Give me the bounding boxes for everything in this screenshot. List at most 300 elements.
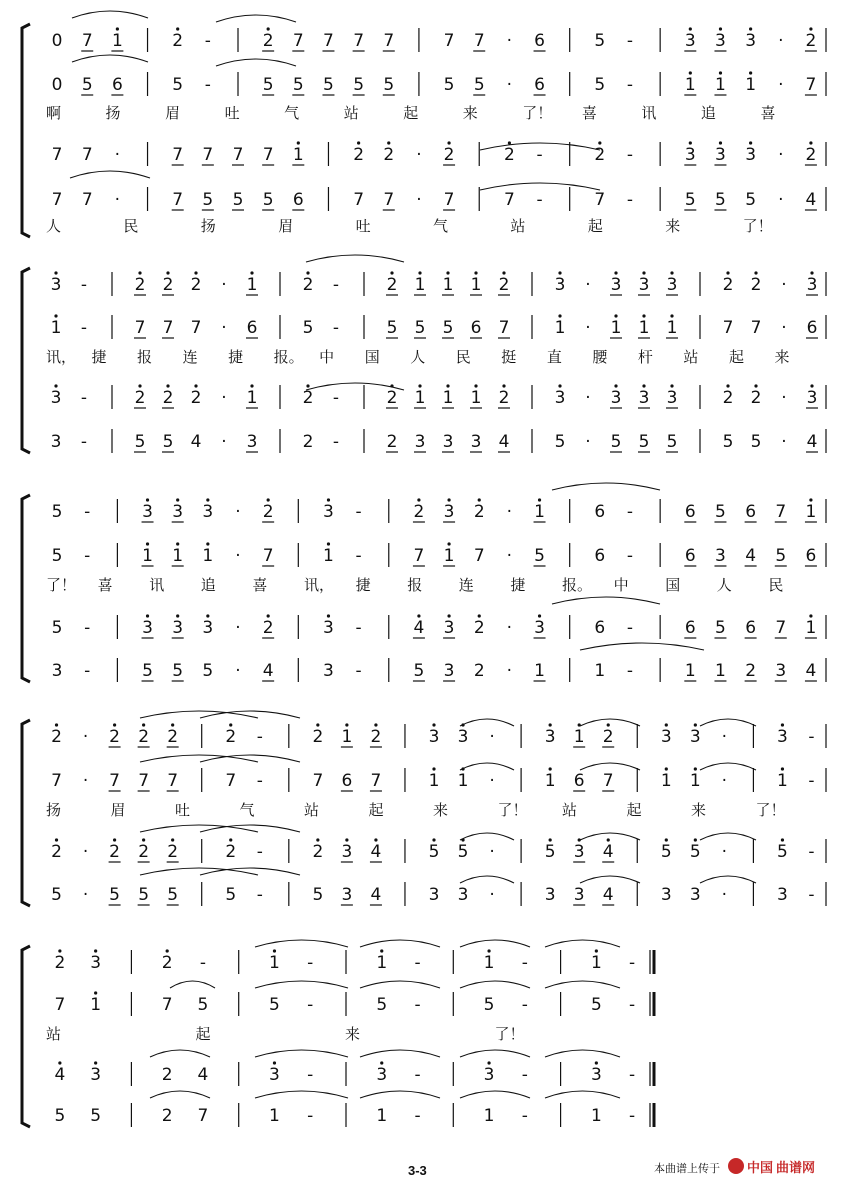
note-digit: 2 [413, 502, 425, 522]
note-digit: 0 [51, 31, 63, 51]
slur-arc [460, 876, 514, 883]
extension-dash: - [626, 502, 634, 522]
system-bracket [22, 946, 30, 1127]
octave-up-dot [94, 1061, 97, 1064]
note-digit: 1 [457, 771, 469, 791]
note-digit: 1 [292, 145, 304, 165]
note-digit: 7 [167, 771, 179, 791]
note-digit: 1 [554, 318, 566, 338]
system-bracket [22, 24, 30, 237]
note-digit: 5 [81, 75, 93, 95]
octave-up-dot [176, 27, 179, 30]
octave-up-dot [749, 27, 752, 30]
slur-arc [580, 833, 640, 840]
octave-up-dot [166, 949, 169, 952]
extension-dash: - [80, 388, 88, 408]
lyric-syllable: 喜 [760, 104, 776, 122]
octave-up-dot [694, 767, 697, 770]
octave-up-dot [642, 314, 645, 317]
augmentation-dot: · [506, 75, 513, 95]
note-digit: 7 [109, 771, 121, 791]
note-digit: 1 [470, 388, 482, 408]
note-digit: 7 [197, 1106, 209, 1126]
extension-dash: - [256, 771, 263, 791]
octave-up-dot [138, 384, 141, 387]
augmentation-dot: · [235, 618, 241, 638]
note-digit: 5 [414, 318, 426, 338]
note-digit: 5 [262, 75, 274, 95]
slur-arc [460, 1050, 530, 1057]
augmentation-dot: · [489, 727, 495, 747]
augmentation-dot: · [585, 388, 591, 408]
note-digit: 6 [806, 318, 818, 338]
note-digit: 7 [383, 31, 395, 51]
slur-arc [700, 719, 756, 726]
note-digit: 3 [457, 885, 469, 905]
lyric-syllable: 民 [768, 576, 784, 594]
lyric-syllable: 眉 [110, 801, 126, 819]
augmentation-dot: · [721, 727, 728, 747]
note-digit: 3 [777, 885, 788, 905]
lyric-syllable: 挺 [501, 348, 517, 366]
note-digit: 5 [202, 190, 214, 210]
octave-up-dot [387, 141, 390, 144]
extension-dash: - [84, 661, 91, 681]
note-digit: 6 [246, 318, 258, 338]
lyric-syllable: 喜 [252, 576, 268, 594]
note-digit: 2 [503, 145, 515, 165]
octave-up-dot [327, 614, 330, 617]
note-digit: 3 [590, 1065, 602, 1085]
octave-up-dot [250, 384, 253, 387]
note-digit: 5 [660, 842, 672, 862]
note-digit: 5 [51, 502, 63, 522]
note-digit: 2 [722, 388, 734, 408]
note-digit: 5 [745, 190, 757, 210]
note-digit: 3 [443, 618, 455, 638]
octave-up-dot [345, 838, 348, 841]
note-digit: 5 [534, 546, 545, 566]
note-digit: 5 [383, 75, 395, 95]
octave-up-dot [598, 141, 601, 144]
octave-up-dot [142, 838, 145, 841]
note-digit: 1 [50, 318, 62, 338]
slur-arc [216, 15, 296, 22]
note-digit: 3 [323, 618, 334, 638]
slur-arc [255, 1050, 348, 1057]
octave-up-dot [229, 723, 232, 726]
octave-up-dot [670, 314, 673, 317]
note-digit: 1 [323, 546, 334, 566]
note-digit: 1 [470, 275, 482, 295]
note-digit: 5 [292, 75, 304, 95]
lyric-syllable: 讯， [46, 348, 77, 366]
note-digit: 1 [269, 1106, 280, 1126]
note-digit: 3 [554, 388, 566, 408]
note-digit: 7 [443, 190, 455, 210]
note-digit: 2 [302, 432, 314, 452]
note-digit: 5 [544, 842, 556, 862]
note-digit: 5 [142, 661, 153, 681]
lyric-syllable: 民 [123, 217, 139, 235]
augmentation-dot: · [416, 145, 422, 165]
octave-up-dot [809, 27, 812, 30]
augmentation-dot: · [778, 190, 784, 210]
note-digit: 2 [162, 388, 174, 408]
note-digit: 5 [413, 661, 425, 681]
note-digit: 1 [684, 75, 696, 95]
augmentation-dot: · [781, 432, 787, 452]
note-digit: 3 [573, 885, 585, 905]
augmentation-dot: · [114, 145, 121, 165]
note-digit: 7 [443, 31, 455, 51]
octave-up-dot [595, 949, 598, 952]
note-digit: 2 [51, 727, 62, 747]
note-digit: 5 [172, 661, 184, 681]
note-digit: 4 [745, 546, 757, 566]
extension-dash: - [629, 1106, 636, 1126]
augmentation-dot: · [235, 661, 241, 681]
lyric-syllable: 站 [343, 104, 359, 122]
note-digit: 7 [162, 318, 174, 338]
note-digit: 5 [750, 432, 762, 452]
note-digit: 1 [111, 31, 123, 51]
augmentation-dot: · [778, 31, 784, 51]
extension-dash: - [414, 995, 421, 1015]
octave-up-dot [689, 71, 692, 74]
note-digit: 1 [590, 1106, 602, 1126]
extension-dash: - [332, 275, 340, 295]
note-digit: 3 [50, 432, 62, 452]
note-digit: 6 [745, 618, 757, 638]
augmentation-dot: · [82, 771, 89, 791]
system-bracket [22, 268, 30, 453]
note-digit: 5 [54, 1106, 66, 1126]
slur-arc [255, 940, 348, 947]
note-digit: 1 [715, 661, 726, 681]
slur-arc [70, 171, 150, 178]
note-digit: 7 [775, 618, 787, 638]
extension-dash: - [626, 618, 634, 638]
note-digit: 4 [190, 432, 202, 452]
note-digit: 3 [689, 885, 701, 905]
note-digit: 5 [172, 75, 184, 95]
note-digit: 2 [498, 275, 510, 295]
note-digit: 1 [442, 388, 454, 408]
extension-dash: - [626, 190, 634, 210]
note-digit: 3 [50, 388, 62, 408]
note-digit: 6 [292, 190, 304, 210]
slur-arc [72, 55, 148, 62]
extension-dash: - [256, 727, 263, 747]
note-digit: 3 [341, 885, 353, 905]
augmentation-dot: · [489, 842, 495, 862]
note-digit: 7 [594, 190, 606, 210]
octave-up-dot [781, 767, 784, 770]
slur-arc [460, 719, 514, 726]
note-digit: 2 [473, 661, 485, 681]
note-digit: 3 [202, 502, 214, 522]
octave-up-dot [665, 723, 668, 726]
note-digit: 5 [594, 75, 606, 95]
note-digit: 5 [610, 432, 622, 452]
octave-up-dot [754, 271, 757, 274]
note-digit: 7 [51, 145, 63, 165]
note-digit: 5 [232, 190, 244, 210]
extension-dash: - [355, 661, 362, 681]
note-digit: 1 [684, 661, 696, 681]
note-digit: 6 [684, 502, 696, 522]
logo-text-1: 中国 [747, 1160, 774, 1176]
extension-dash: - [355, 502, 362, 522]
lyric-syllable: 连 [458, 576, 474, 594]
lyric-syllable: 讯 [149, 576, 165, 594]
note-digit: 6 [573, 771, 585, 791]
octave-up-dot [474, 271, 477, 274]
note-digit: 2 [498, 388, 510, 408]
note-digit: 3 [376, 1065, 388, 1085]
note-digit: 6 [111, 75, 123, 95]
octave-up-dot [54, 271, 57, 274]
octave-up-dot [229, 838, 232, 841]
note-digit: 7 [498, 318, 510, 338]
note-digit: 2 [750, 388, 762, 408]
site-logo[interactable] [728, 1156, 815, 1176]
octave-up-dot [642, 384, 645, 387]
note-digit: 3 [341, 842, 353, 862]
note-digit: 3 [660, 885, 672, 905]
lyric-syllable: 连 [182, 348, 198, 366]
note-digit: 2 [370, 727, 382, 747]
note-digit: 4 [370, 842, 382, 862]
note-digit: 5 [638, 432, 650, 452]
note-digit: 1 [660, 771, 672, 791]
extension-dash: - [332, 388, 340, 408]
octave-up-dot [55, 723, 58, 726]
note-digit: 1 [269, 953, 280, 973]
note-digit: 7 [602, 771, 614, 791]
octave-up-dot [194, 271, 197, 274]
augmentation-dot: · [778, 145, 784, 165]
note-digit: 1 [745, 75, 757, 95]
octave-up-dot [478, 498, 481, 501]
octave-up-dot [538, 614, 541, 617]
lyric-syllable: 捷 [510, 576, 526, 594]
lyric-syllable: 追 [700, 104, 716, 122]
slur-arc [460, 833, 514, 840]
lyric-syllable: 报 [407, 576, 423, 594]
note-digit: 3 [90, 1065, 102, 1085]
lyric-syllable: 起 [368, 801, 384, 819]
note-digit: 5 [51, 618, 63, 638]
lyric-syllable: 站 [304, 801, 320, 819]
lyric-syllable: 报。 [273, 348, 304, 366]
lyric-syllable: 捷 [91, 348, 107, 366]
extension-dash: - [626, 31, 634, 51]
octave-up-dot [614, 271, 617, 274]
slur-arc [140, 711, 258, 718]
note-digit: 2 [473, 502, 485, 522]
note-digit: 3 [745, 31, 757, 51]
augmentation-dot: · [506, 31, 513, 51]
octave-up-dot [176, 614, 179, 617]
extension-dash: - [332, 432, 340, 452]
note-digit: 3 [715, 546, 726, 566]
note-digit: 2 [473, 618, 485, 638]
note-digit: 6 [470, 318, 482, 338]
note-digit: 7 [775, 502, 787, 522]
note-digit: 3 [457, 727, 469, 747]
note-digit: 3 [443, 502, 455, 522]
extension-dash: - [626, 75, 634, 95]
augmentation-dot: · [585, 318, 591, 338]
octave-up-dot [726, 271, 729, 274]
octave-up-dot [267, 27, 270, 30]
lyric-syllable: 国 [665, 576, 681, 594]
lyric-syllable: 吐 [175, 801, 191, 819]
slur-arc [150, 1050, 210, 1057]
augmentation-dot: · [82, 885, 89, 905]
note-digit: 7 [190, 318, 202, 338]
note-digit: 7 [413, 546, 425, 566]
lyric-syllable: 捷 [355, 576, 371, 594]
lyric-syllable: 人 [716, 576, 732, 594]
note-digit: 4 [805, 661, 817, 681]
octave-up-dot [446, 384, 449, 387]
octave-up-dot [206, 614, 209, 617]
octave-up-dot [809, 141, 812, 144]
note-digit: 4 [602, 885, 614, 905]
note-digit: 5 [353, 75, 365, 95]
note-digit: 3 [51, 661, 63, 681]
note-digit: 6 [684, 618, 696, 638]
note-digit: 3 [428, 885, 440, 905]
octave-up-dot [726, 384, 729, 387]
slur-arc [460, 940, 530, 947]
extension-dash: - [808, 842, 815, 862]
extension-dash: - [629, 953, 636, 973]
octave-up-dot [306, 271, 309, 274]
note-digit: 2 [386, 275, 398, 295]
note-digit: 6 [594, 546, 606, 566]
note-digit: 5 [442, 318, 454, 338]
note-digit: 7 [262, 546, 274, 566]
octave-up-dot [689, 27, 692, 30]
note-digit: 4 [602, 842, 614, 862]
slur-arc [580, 876, 640, 883]
note-digit: 1 [594, 661, 606, 681]
octave-up-dot [665, 838, 668, 841]
octave-up-dot [306, 384, 309, 387]
octave-up-dot [194, 384, 197, 387]
note-digit: 1 [376, 1106, 388, 1126]
lyric-syllable: 人 [410, 348, 426, 366]
note-digit: 3 [715, 145, 726, 165]
augmentation-dot: · [506, 661, 513, 681]
lyric-syllable: 站 [46, 1025, 62, 1043]
octave-up-dot [345, 723, 348, 726]
note-digit: 3 [610, 275, 622, 295]
octave-up-dot [670, 384, 673, 387]
lyric-syllable: 起 [728, 348, 744, 366]
note-digit: 7 [262, 145, 274, 165]
note-digit: 5 [684, 190, 696, 210]
slur-arc [216, 59, 296, 66]
note-digit: 2 [167, 842, 179, 862]
note-digit: 3 [470, 432, 482, 452]
note-digit: 2 [134, 388, 146, 408]
lyric-syllable: 来 [691, 801, 707, 819]
note-digit: 5 [715, 618, 726, 638]
octave-up-dot [446, 271, 449, 274]
note-digit: 3 [554, 275, 566, 295]
slur-arc [255, 1091, 348, 1098]
note-digit: 5 [554, 432, 566, 452]
note-digit: 7 [473, 546, 485, 566]
note-digit: 5 [162, 432, 174, 452]
octave-up-dot [810, 271, 813, 274]
note-digit: 2 [750, 275, 762, 295]
note-digit: 2 [722, 275, 734, 295]
extension-dash: - [80, 275, 88, 295]
note-digit: 2 [54, 953, 66, 973]
octave-up-dot [754, 384, 757, 387]
note-digit: 5 [428, 842, 440, 862]
augmentation-dot: · [781, 388, 787, 408]
slur-arc [460, 981, 530, 988]
octave-up-dot [374, 838, 377, 841]
note-digit: 6 [684, 546, 696, 566]
note-digit: 2 [443, 145, 455, 165]
augmentation-dot: · [506, 546, 513, 566]
slur-arc [460, 1091, 530, 1098]
note-digit: 1 [172, 546, 184, 566]
lyric-syllable: 吐 [224, 104, 240, 122]
note-digit: 7 [353, 190, 365, 210]
note-digit: 4 [262, 661, 274, 681]
note-digit: 2 [805, 31, 817, 51]
octave-up-dot [273, 1061, 276, 1064]
note-digit: 1 [442, 275, 454, 295]
note-digit: 1 [715, 75, 726, 95]
lyric-syllable: 喜 [581, 104, 597, 122]
octave-up-dot [374, 723, 377, 726]
extension-dash: - [199, 953, 207, 973]
augmentation-dot: · [416, 190, 422, 210]
lyric-syllable: 气 [284, 104, 300, 122]
slur-arc [150, 1091, 210, 1098]
extension-dash: - [256, 842, 263, 862]
note-digit: 3 [142, 618, 153, 638]
octave-up-dot [665, 767, 668, 770]
octave-up-dot [607, 838, 610, 841]
note-digit: 5 [689, 842, 701, 862]
note-digit: 2 [594, 145, 606, 165]
octave-up-dot [558, 384, 561, 387]
note-digit: 1 [534, 661, 545, 681]
note-digit: 1 [246, 275, 258, 295]
lyric-syllable: 中 [319, 348, 335, 366]
octave-up-dot [58, 949, 61, 952]
note-digit: 5 [443, 75, 455, 95]
octave-up-dot [549, 838, 552, 841]
octave-up-dot [549, 767, 552, 770]
note-digit: 2 [51, 842, 62, 862]
note-digit: 7 [750, 318, 762, 338]
extension-dash: - [626, 546, 634, 566]
note-digit: 5 [715, 190, 726, 210]
note-digit: 1 [689, 771, 701, 791]
